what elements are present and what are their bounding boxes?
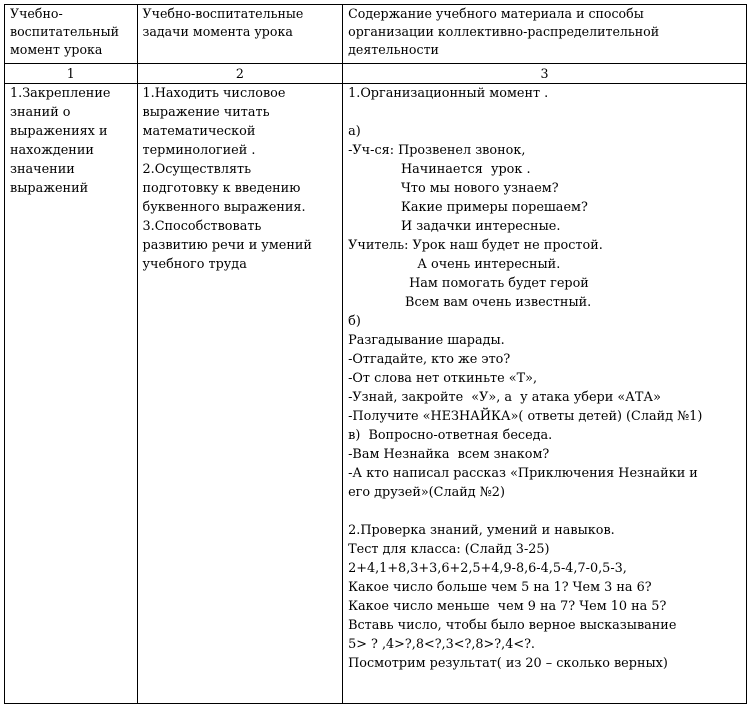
content-text-line: -Получите «НЕЗНАЙКА»( ответы детей) (Слайд №1) bbox=[348, 409, 703, 424]
tasks-cell bbox=[137, 84, 343, 704]
content-text-line: Тест для класса: (Слайд 3-25) bbox=[348, 542, 550, 557]
content-text-line: Разгадывание шарады. bbox=[348, 333, 505, 348]
content-text-line: Что мы нового узнаем? bbox=[348, 181, 559, 196]
content-text-line: 1.Организационный момент . bbox=[348, 86, 549, 101]
content-text-line: Посмотрим результат( из 20 – сколько верных) bbox=[348, 656, 668, 671]
content-text-line: -От слова нет откиньте «Т», bbox=[348, 371, 538, 386]
task-text-line: 2.Осуществлять bbox=[142, 162, 252, 177]
task-text-line: буквенного выражения. bbox=[142, 200, 306, 215]
content-row bbox=[5, 84, 747, 704]
column-number-row bbox=[5, 64, 747, 84]
content-text-line: -Узнай, закройте «У», а у атака убери «АТА» bbox=[348, 390, 661, 405]
content-text-line: 2+4,1+8,3+3,6+2,5+4,9-8,6-4,5-4,7-0,5-3, bbox=[348, 561, 627, 576]
content-text-line: -Уч-ся: Прозвенел звонок, bbox=[348, 143, 526, 158]
content-text-line: Всем вам очень известный. bbox=[348, 295, 592, 310]
content-text-line: Учитель: Урок наш будет не простой. bbox=[348, 238, 603, 253]
header-cell-tasks bbox=[137, 5, 343, 64]
content-text-line: -Отгадайте, кто же это? bbox=[348, 352, 511, 367]
content-text-line: а) bbox=[348, 124, 361, 139]
task-text-line: 1.Находить числовое bbox=[142, 86, 286, 101]
header-line: момент урока bbox=[10, 42, 103, 57]
task-text-line: математической bbox=[142, 124, 256, 139]
content-cell bbox=[343, 84, 747, 704]
task-text-line: учебного труда bbox=[142, 257, 247, 272]
header-line: воспитательный bbox=[10, 24, 120, 39]
header-line: организации коллективно-распределительной bbox=[348, 24, 660, 39]
content-text-line: 2.Проверка знаний, умений и навыков. bbox=[348, 523, 615, 538]
content-text-line: 5> ? ,4>?,8<?,3<?,8>?,4<?. bbox=[348, 637, 536, 652]
stage-text-line: выражений bbox=[10, 181, 89, 196]
content-text-line: -А кто написал рассказ «Приключения Незнайки и bbox=[348, 466, 698, 481]
header-line: Учебно- bbox=[10, 6, 63, 21]
content-text-line: Какое число меньше чем 9 на 7? Чем 10 на 5? bbox=[348, 599, 667, 614]
stage-text-line: знаний о bbox=[10, 105, 71, 120]
header-cell-stage bbox=[5, 5, 138, 64]
header-cell-content bbox=[343, 5, 747, 64]
stage-cell bbox=[5, 84, 138, 704]
lesson-plan-table bbox=[4, 4, 747, 704]
stage-text-line: нахождении bbox=[10, 143, 94, 158]
header-row bbox=[5, 5, 747, 64]
stage-text-line: 1.Закрепление bbox=[10, 86, 111, 101]
content-text-line: А очень интересный. bbox=[348, 257, 561, 272]
content-text-line: Какое число больше чем 5 на 1? Чем 3 на 6? bbox=[348, 580, 652, 595]
task-text-line: терминологией . bbox=[142, 143, 256, 158]
content-text-line: его друзей»(Слайд №2) bbox=[348, 485, 505, 500]
content-text-line: Начинается урок . bbox=[348, 162, 531, 177]
content-text-line: И задачки интересные. bbox=[348, 219, 561, 234]
header-line: Содержание учебного материала и способы bbox=[348, 6, 644, 21]
column-number: 1 bbox=[5, 64, 138, 84]
stage-text-line: значении bbox=[10, 162, 75, 177]
column-number: 2 bbox=[137, 64, 343, 84]
content-text-line: в) Вопросно-ответная беседа. bbox=[348, 428, 553, 443]
header-line: Учебно-воспитательные bbox=[142, 6, 304, 21]
content-text-line bbox=[348, 103, 741, 122]
header-line: задачи момента урока bbox=[142, 24, 293, 39]
content-text-line: Вставь число, чтобы было верное высказывание bbox=[348, 618, 677, 633]
task-text-line: подготовку к введению bbox=[142, 181, 301, 196]
content-text-line: Нам помогать будет герой bbox=[348, 276, 589, 291]
content-text-line: б) bbox=[348, 314, 361, 329]
task-text-line: развитию речи и умений bbox=[142, 238, 312, 253]
content-text-line bbox=[348, 502, 741, 521]
column-number: 3 bbox=[343, 64, 747, 84]
stage-text-line: выражениях и bbox=[10, 124, 108, 139]
content-text-line: Какие примеры порешаем? bbox=[348, 200, 588, 215]
task-text-line: 3.Способствовать bbox=[142, 219, 262, 234]
task-text-line: выражение читать bbox=[142, 105, 270, 120]
content-text-line: -Вам Незнайка всем знаком? bbox=[348, 447, 550, 462]
header-line: деятельности bbox=[348, 42, 439, 57]
